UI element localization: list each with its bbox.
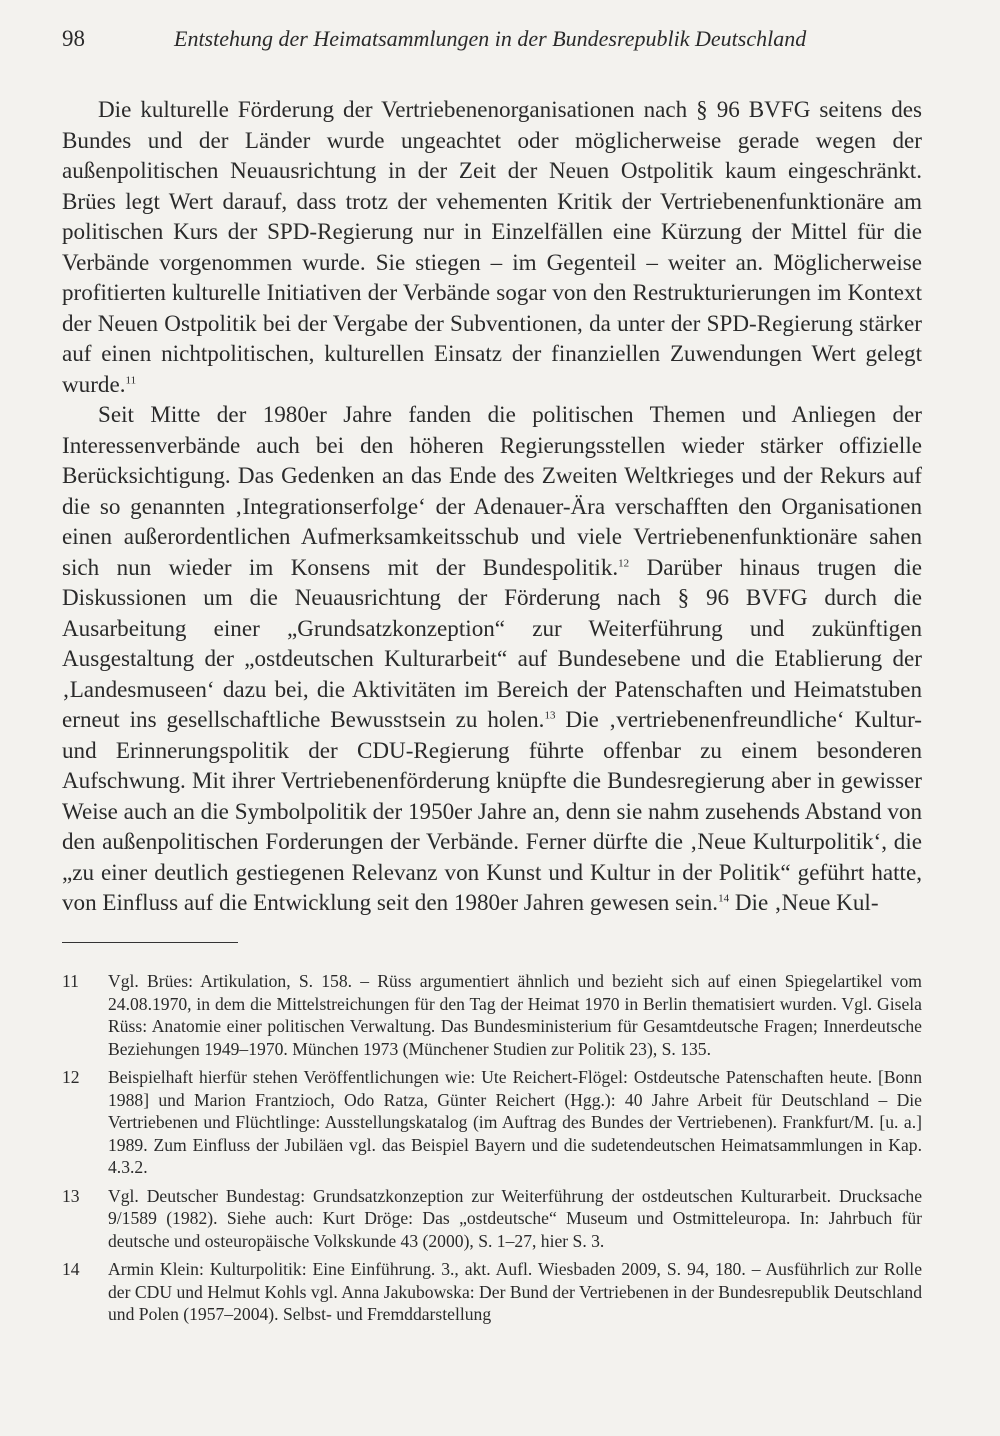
paragraph [62, 399, 922, 918]
paragraph-text: Darüber hinaus trugen die Diskussionen um die Neuausrichtung der Förderung nach § 96 BVFG durch die Ausarbeitung einer „Grundsatzkonzeption“ zur Weiterführung und zukünftigen Ausgestaltung der „ostdeutschen Kulturarbeit“ auf Bundesebene und die Etablierung der ‚Landesmuseen‘ dazu bei, die Aktivitäten im Bereich der Patenschaften und Heimatstuben erneut ins gesellschaftliche Bewusstsein zu holen. [62, 553, 922, 732]
footnote-ref: 13 [544, 709, 556, 722]
footnote [62, 970, 922, 1060]
footnote [62, 1066, 922, 1179]
footnote-number: 11 [62, 971, 79, 991]
paragraph-text: Die ‚Neue Kul- [729, 889, 879, 915]
footnote-divider [62, 942, 238, 943]
footnote-text: Beispielhaft hierfür stehen Veröffentlichungen wie: Ute Reichert-Flögel: Ostdeutsche Patenschaften heute. [Bonn 1988] und Marion Frantzioch, Odo Ratza, Günter Reichert (Hgg.): 40 Jahre Arbeit für Deutschland – Die Vertriebenen und Flüchtlinge: Ausstellungskatalog (im Auftrag des Bundes der Vertriebenen). Frankfurt/M. [u. a.] 1989. Zum Einfluss der Jubiläen vgl. das Beispiel Bayern und die sudetendeutschen Heimatsammlungen in Kap. 4.3.2. [108, 1067, 922, 1177]
footnote [62, 1185, 922, 1253]
paragraph [62, 94, 922, 399]
page-number: 98 [62, 26, 85, 51]
footnote-ref: 12 [618, 556, 630, 569]
footnote-number: 14 [62, 1259, 80, 1279]
paragraph-text: Seit Mitte der 1980er Jahre fanden die politischen Themen und Anliegen der Interessenverbände auch bei den höheren Regierungsstellen wieder stärker offizielle Berücksichtigung. Das Gedenken an das Ende des Zweiten Weltkrieges und der Rekurs auf die so genannten ‚Integrationserfolge‘ der Adenauer-Ära verschafften den Organisationen einen außerordentlichen Aufmerksamkeitsschub und viele Vertriebenenfunktionäre sahen sich nun wieder im Konsens mit der Bundespolitik. [62, 401, 922, 580]
footnote-number: 12 [62, 1067, 80, 1087]
footnotes [62, 970, 922, 1332]
footnote-ref: 11 [125, 373, 137, 386]
page-header [62, 26, 942, 60]
footnote-number: 13 [62, 1185, 80, 1206]
footnote-text: Vgl. Brües: Artikulation, S. 158. – Rüss argumentiert ähnlich und bezieht sich auf einen Spiegelartikel vom 24.08.1970, in dem die Mittelstreichungen für den Tag der Heimat 1970 in Berlin thematisiert wurden. Vgl. Gisela Rüss: Anatomie einer politischen Verwaltung. Das Bundesministerium für Gesamtdeutsche Fragen; Innerdeutsche Beziehungen 1949–1970. München 1973 (Münchener Studien zur Politik 23), S. 135. [108, 971, 922, 1059]
footnote [62, 1258, 922, 1326]
main-text [62, 94, 922, 918]
running-title: Entstehung der Heimatsammlungen in der Bundesrepublik Deutschland [174, 26, 807, 51]
paragraph-text: Die ‚vertriebenenfreundliche‘ Kultur- und Erinnerungspolitik der CDU-Regierung führte offenbar zu einem besonderen Aufschwung. Mit ihrer Vertriebenenförderung knüpfte die Bundesregierung aber in gewisser Weise auch an die Symbolpolitik der 1950er Jahre an, denn sie nahm zusehends Abstand von den außenpolitischen Forderungen der Verbände. Ferner dürfte die ‚Neue Kulturpolitik‘, die „zu einer deutlich gestiegenen Relevanz von Kunst und Kultur in der Politik“ geführt hatte, von Einfluss auf die Entwicklung seit den 1980er Jahren gewesen sein. [62, 706, 922, 915]
footnote-text: Vgl. Deutscher Bundestag: Grundsatzkonzeption zur Weiterführung der ostdeutschen Kulturarbeit. Drucksache 9/1589 (1982). Siehe auch: Kurt Dröge: Das „ostdeutsche“ Museum und Ostmitteleuropa. In: Jahrbuch für deutsche und osteuropäische Volkskunde 43 (2000), S. 1–27, hier S. 3. [108, 1185, 922, 1251]
paragraph-text: Die kulturelle Förderung der Vertriebenenorganisationen nach § 96 BVFG seitens des Bundes und der Länder wurde ungeachtet oder möglicherweise gerade wegen der außenpolitischen Neuausrichtung in der Zeit der Neuen Ostpolitik kaum eingeschränkt. Brües legt Wert darauf, dass trotz der vehementen Kritik der Vertriebenenfunktionäre am politischen Kurs der SPD-Regierung nur in Einzelfällen eine Kürzung der Mittel für die Verbände vorgenommen wurde. Sie stiegen – im Gegenteil – weiter an. Möglicherweise profitierten kulturelle Initiativen der Verbände sogar von den Restrukturierungen im Kontext der Neuen Ostpolitik bei der Vergabe der Subventionen, da unter der SPD-Regierung stärker auf einen nichtpolitischen, kulturellen Einsatz der finanziellen Zuwendungen Wert gelegt wurde. [62, 96, 922, 397]
footnote-text: Armin Klein: Kulturpolitik: Eine Einführung. 3., akt. Aufl. Wiesbaden 2009, S. 94, 180. – Ausführlich zur Rolle der CDU und Helmut Kohls vgl. Anna Jakubowska: Der Bund der Vertriebenen in der Bundesrepublik Deutschland und Polen (1957–2004). Selbst- und Fremddarstellung [108, 1259, 922, 1324]
footnote-ref: 14 [718, 892, 730, 905]
